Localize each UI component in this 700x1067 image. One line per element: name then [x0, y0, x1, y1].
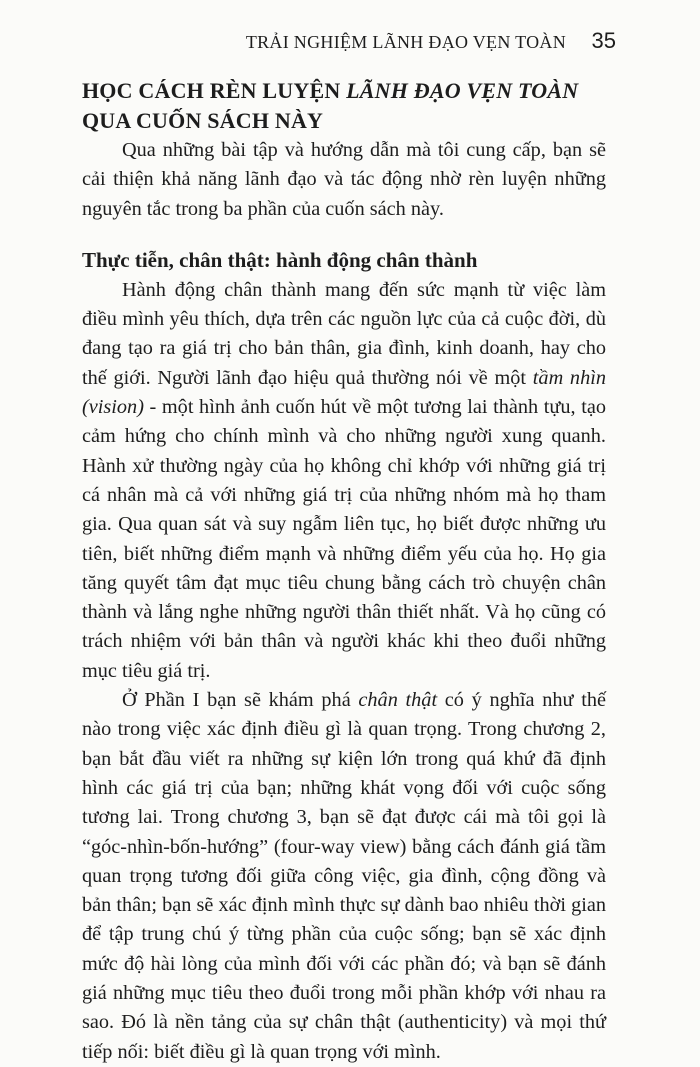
paragraph-2-text-end: có ý nghĩa như thế nào trong việc xác định điều gì là quan trọng. Trong chương 2, bạn bắt đầu viết ra những sự kiện lớn trong quá khứ đã định hình các giá trị của bạn; những khát vọng đối với cuộc sống tương lai. Trong chương 3, bạn sẽ đạt được cái mà tôi gọi là “góc-nhìn-bốn-hướng” (four-way view) bằng cách đánh giá tầm quan trọng tương đối giữa công việc, gia đình, cộng đồng và bản thân; bạn sẽ xác định mình thực sự dành bao nhiêu thời gian để tập trung chú ý từng phần của cuộc sống; bạn sẽ xác định mức độ hài lòng của mình đối với các phần đó; và bạn sẽ đánh giá những mục tiêu theo đuổi trong mỗi phần khớp với nhau ra sao. Đó là nền tảng của sự chân thật (authenticity) và mọi thứ tiếp nối: biết điều gì là quan trọng với mình.: [82, 689, 606, 1063]
section-heading-lead: HỌC CÁCH RÈN LUYỆN: [82, 78, 347, 103]
section-heading-italic: LÃNH ĐẠO VẸN TOÀN: [346, 78, 579, 103]
paragraph-1-text-end: - một hình ảnh cuốn hút về một tương lai thành tựu, tạo cảm hứng cho chính mình và cho những người xung quanh. Hành xử thường ngày của họ không chỉ khớp với những giá trị cá nhân mà cả với những giá trị của những nhóm mà họ tham gia. Qua quan sát và suy ngẫm liên tục, họ biết được những ưu tiên, biết những điểm mạnh và những điểm yếu của họ. Họ gia tăng quyết tâm đạt mục tiêu chung bằng cách trò chuyện chân thành và lắng nghe những người thân thiết nhất. Và họ cũng có trách nhiệm với bản thân và người khác khi theo đuổi những mục tiêu giá trị.: [82, 396, 606, 682]
section-heading-tail: QUA CUỐN SÁCH NÀY: [82, 108, 324, 133]
running-head: TRẢI NGHIỆM LÃNH ĐẠO VẸN TOÀN: [245, 32, 566, 52]
paragraph-1-emphasis: tầm nhìn (vision): [82, 366, 606, 419]
page-number: 35: [591, 28, 616, 53]
paragraph-2-text-start: Ở Phần I bạn sẽ khám phá: [122, 689, 359, 712]
paragraph-1-text-start: Hành động chân thành mang đến sức mạnh từ việc làm điều mình yêu thích, dựa trên các nguồn lực của cả cuộc đời, dù đang tạo ra giá trị cho bản thân, gia đình, kinh doanh, hay cho thế giới. Người lãnh đạo hiệu quả thường nói về một: [82, 278, 606, 389]
page-content: [82, 76, 606, 1067]
body-paragraph-2: [82, 686, 606, 1067]
paragraph-2-emphasis: chân thật: [358, 689, 438, 712]
body-paragraph-1: [82, 276, 606, 686]
section-heading: [82, 76, 606, 136]
subsection-heading: Thực tiễn, chân thật: hành động chân thành: [82, 247, 478, 272]
intro-paragraph: Qua những bài tập và hướng dẫn mà tôi cung cấp, bạn sẽ cải thiện khả năng lãnh đạo và tác động nhờ rèn luyện những nguyên tắc trong ba phần của cuốn sách này.: [82, 139, 606, 220]
